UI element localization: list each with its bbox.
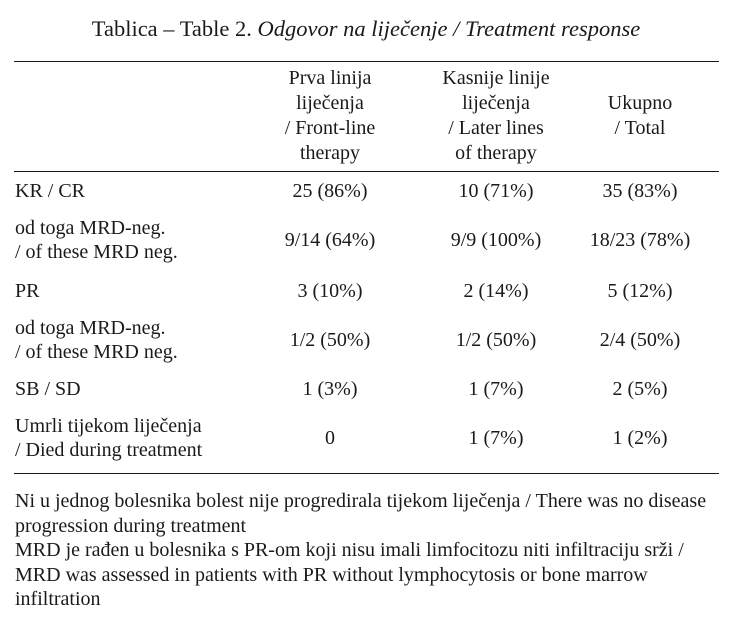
header-line: Prva linija xyxy=(288,67,372,89)
row-label xyxy=(15,377,255,401)
row-label-line: SB / SD xyxy=(15,378,81,400)
header-total xyxy=(570,63,710,169)
caption-title: Odgovor na liječenje / Treatment response xyxy=(257,16,641,41)
header-line: / Later lines xyxy=(448,117,544,139)
caption-prefix: Tablica – Table 2. xyxy=(91,16,252,41)
table-row xyxy=(0,315,732,365)
row-label-line: Umrli tijekom liječenja xyxy=(15,415,202,437)
table-row xyxy=(0,215,732,265)
table-row xyxy=(0,275,732,307)
cell-later-lines: 10 (71%) xyxy=(458,180,534,202)
header-line: Ukupno xyxy=(607,92,673,114)
cell-total: 35 (83%) xyxy=(602,180,678,202)
cell-later-lines: 1 (7%) xyxy=(468,378,524,400)
cell-later-lines: 1/2 (50%) xyxy=(455,329,537,351)
table-caption xyxy=(0,14,732,44)
cell-front-line: 1 (3%) xyxy=(302,378,358,400)
table-row xyxy=(0,373,732,405)
row-label-line: KR / CR xyxy=(15,180,86,202)
header-rule xyxy=(14,171,719,172)
cell-later-lines: 1 (7%) xyxy=(468,427,524,449)
cell-later-lines: 2 (14%) xyxy=(463,280,529,302)
header-line: liječenja xyxy=(296,92,364,114)
row-label xyxy=(15,179,255,203)
header-front-line xyxy=(240,63,420,169)
cell-total: 2 (5%) xyxy=(612,378,668,400)
header-line: Kasnije linije xyxy=(442,67,550,89)
row-label-line: / of these MRD neg. xyxy=(15,341,178,363)
header-line: / Front-line xyxy=(284,117,376,139)
row-label-line: / of these MRD neg. xyxy=(15,241,178,263)
row-label xyxy=(15,414,255,462)
row-label xyxy=(15,216,255,264)
cell-total: 1 (2%) xyxy=(612,427,668,449)
cell-total: 2/4 (50%) xyxy=(599,329,681,351)
header-line: liječenja xyxy=(462,92,530,114)
cell-later-lines: 9/9 (100%) xyxy=(450,229,542,251)
row-label-line: / Died during treatment xyxy=(15,439,203,461)
table-bottom-rule xyxy=(14,473,719,474)
cell-front-line: 3 (10%) xyxy=(297,280,363,302)
cell-front-line: 9/14 (64%) xyxy=(284,229,376,251)
table-row xyxy=(0,175,732,207)
footnote: Ni u jednog bolesnika bolest nije progredirala tijekom liječenja / There was no disease progression during treatment xyxy=(15,490,707,537)
cell-front-line: 1/2 (50%) xyxy=(289,329,371,351)
row-label-line: od toga MRD-neg. xyxy=(15,217,166,239)
table-top-rule xyxy=(14,61,719,62)
table-row xyxy=(0,413,732,463)
cell-total: 18/23 (78%) xyxy=(589,229,691,251)
row-label xyxy=(15,279,255,303)
cell-front-line: 0 xyxy=(325,427,335,449)
header-line: of therapy xyxy=(455,142,537,164)
row-label-line: PR xyxy=(15,280,40,302)
row-label-line: od toga MRD-neg. xyxy=(15,317,166,339)
header-line: / Total xyxy=(614,117,666,139)
footnote: MRD je rađen u bolesnika s PR-om koji nisu imali limfocitozu niti infiltraciju srži / MRD was assessed in patients with PR without lymphocytosis or bone marrow infiltration xyxy=(15,539,684,610)
row-label xyxy=(15,316,255,364)
header-line: therapy xyxy=(300,142,360,164)
cell-total: 5 (12%) xyxy=(607,280,673,302)
cell-front-line: 25 (86%) xyxy=(292,180,368,202)
header-later-lines xyxy=(410,63,582,169)
table-footnotes xyxy=(15,489,720,612)
